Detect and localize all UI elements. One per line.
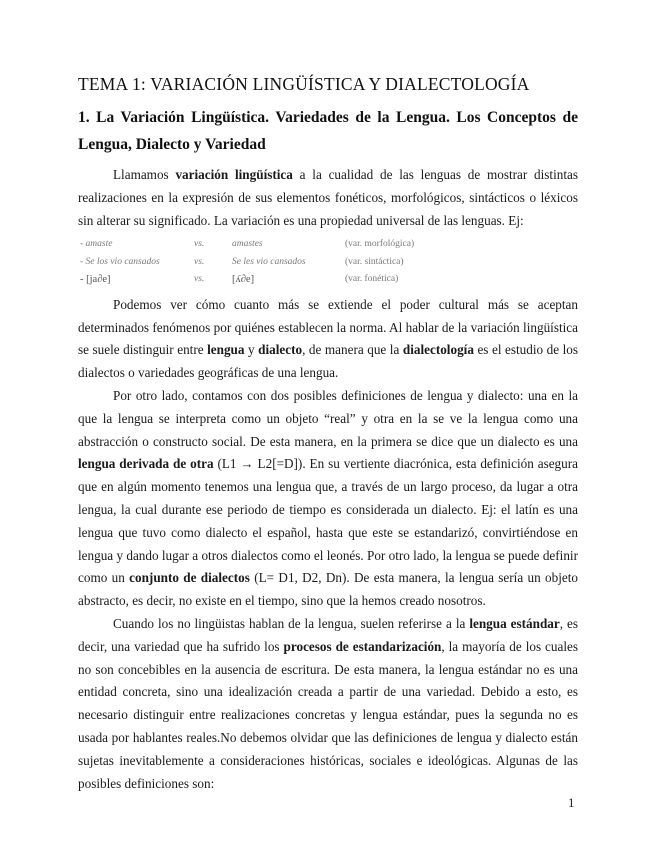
term-lengua-estandar: lengua estándar [469, 616, 560, 632]
page-number: 1 [568, 795, 575, 810]
examples-list [78, 235, 578, 288]
example-row: - [ja∂e] vs. [ʎ∂e] (var. fonética) [80, 273, 399, 285]
paragraph-variacion: Llamamos variación lingüística a la cualidad de las lenguas de mostrar distintas realizaciones en la expresión de sus elementos fonéticos, morfológicos, sintácticos o léxicos sin alterar su significado. La variación es una propiedad universal de las lenguas. Ej: [78, 167, 578, 228]
paragraph-lengua-estandar: Cuando los no lingüistas hablan de la lengua, suelen referirse a la lengua estándar, es decir, una variedad que ha sufrido los procesos de estandarización, la mayoría de los cuales no son concebibles en la ausencia de escritura. De esta manera, la lengua estándar no es una entidad concreta, sino una idealización creada a partir de una variedad. Debido a esto, es necesario distinguir entre realizaciones concretas y lengua estándar, pues la segunda no es usada por hablantes reales.No debemos olvidar que las definiciones de lengua y dialecto están sujetas inevitablemente a consideraciones históricas, sociales e ideológicas. Algunas de las posibles definiciones son: [78, 616, 578, 791]
section-heading: 1. La Variación Lingüística. Variedades de la Lengua. Los Conceptos de Lengua, Dialecto y Variedad [78, 109, 578, 153]
term-variacion-linguistica: variación lingüística [175, 167, 293, 182]
paragraph-poder-cultural: Podemos ver cómo cuanto más se extiende el poder cultural más se aceptan determinados fenómenos por quiénes establecen la norma. Al hablar de la variación lingüística se suele distinguir entre lengua y dialecto, de manera que la dialectología es el estudio de los dialectos o variedades geográficas de una lengua. [78, 296, 579, 381]
paragraph-definiciones: Por otro lado, contamos con dos posibles definiciones de lengua y dialecto: una en la que la lengua se interpreta como un objeto “real” y otra en la se ve la lengua como una abstracción o constructo social. De esta manera, en la primera se dice que un dialecto es una lengua derivada de otra (L1 → L2[=D]). En su vertiente diacrónica, esta definición asegura que en algún momento tenemos una lengua que, a través de un largo proceso, da lugar a otra lengua, la cual durante ese periodo de tiempo es considerada un dialecto. Ej: el latín es una lengua que tuvo como dialecto el español, hasta que este se estandarizó, convirtiéndose en lengua y dando lugar a otros dialectos como el leonés. Por otro lado, la lengua se puede definir como un conjunto de dialectos (L= D1, D2, Dn). De esta manera, la lengua sería un objeto abstracto, es decir, no existe en el tiempo, sino que la hemos creado nosotros. [78, 388, 578, 609]
term-conjunto-dialectos: conjunto de dialectos [129, 570, 250, 586]
term-procesos-estandarizacion: procesos de estandarización [283, 638, 442, 654]
example-row: - Se los vio cansados vs. Se les vio cansados (var. sintáctica) [80, 256, 404, 267]
example-row: - amaste vs. amastes (var. morfológica) [80, 239, 415, 250]
term-lengua: lengua [207, 342, 245, 358]
page-content [78, 74, 578, 795]
document-title: TEMA 1: VARIACIÓN LINGÜÍSTICA Y DIALECTOLOGÍA [78, 74, 530, 94]
term-lengua-derivada: lengua derivada de otra [78, 456, 214, 472]
term-dialectologia: dialectología [402, 342, 474, 358]
term-dialecto: dialecto [258, 342, 303, 358]
